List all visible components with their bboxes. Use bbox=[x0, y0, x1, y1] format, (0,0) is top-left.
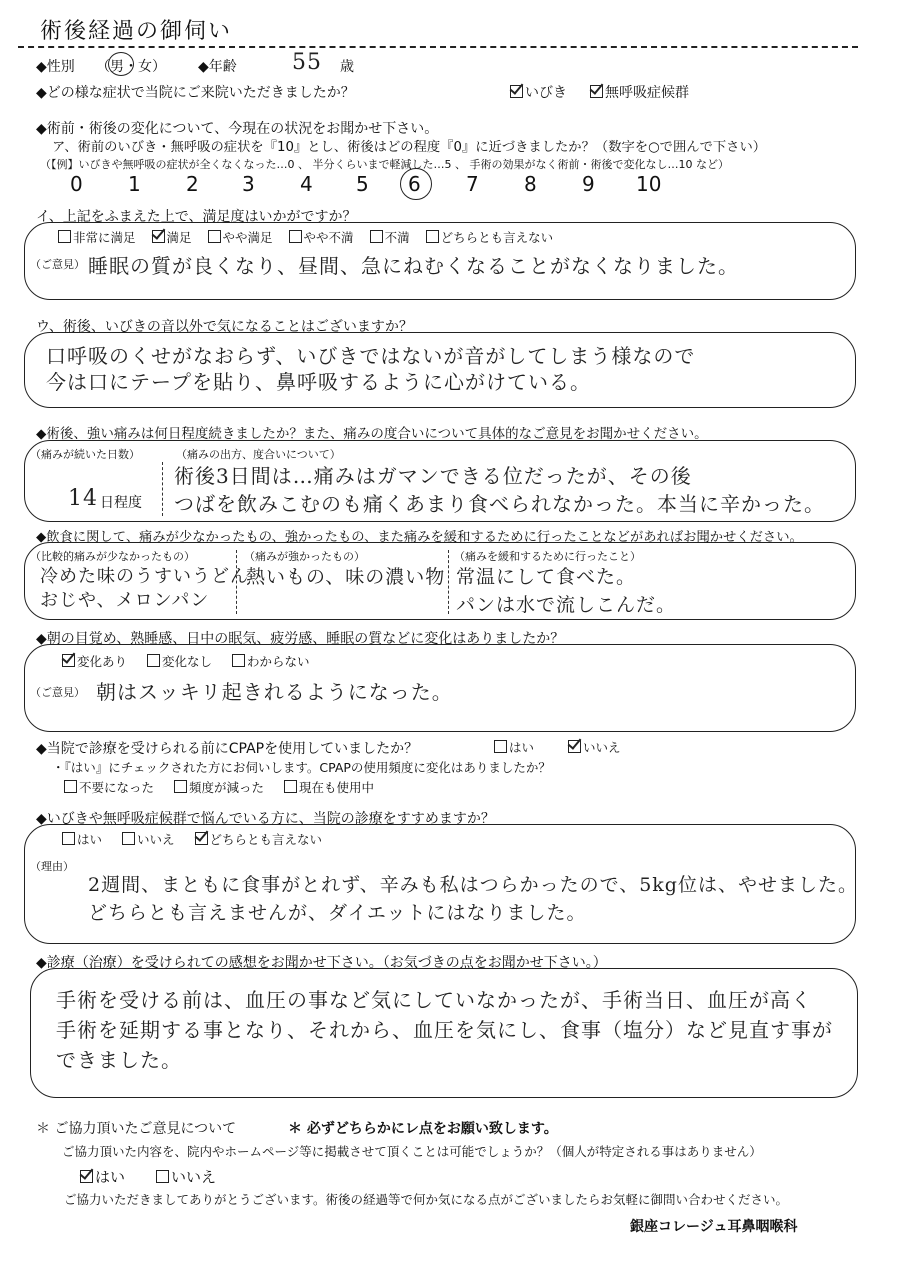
q10-answer-line2: 手術を延期する事となり、それから、血圧を気にし、食事（塩分）など見直す事が bbox=[56, 1018, 833, 1042]
q9-text: ◆いびきや無呼吸症候群で悩んでいる方に、当院の診療をすすめますか？ bbox=[36, 811, 495, 827]
q4-answer-line2: 今は口にテープを貼り、鼻呼吸するように心がけている。 bbox=[46, 370, 591, 394]
q9-answer-line2: どちらとも言えませんが、ダイエットにはなりました。 bbox=[88, 902, 587, 924]
q7-text: ◆朝の目覚め、熟睡感、日中の眠気、疲労感、睡眠の質などに変化はありましたか？ bbox=[36, 631, 565, 647]
q2-text: ◆術前・術後の変化について、今現在の状況をお聞かせ下さい。 bbox=[36, 121, 439, 137]
scale-number-2[interactable]: 2 bbox=[186, 172, 199, 196]
q4-answer-line1: 口呼吸のくせがなおらず、いびきではないが音がしてしまう様なので bbox=[46, 344, 696, 368]
q6-col2-line1: 熱いもの、味の濃い物 bbox=[246, 566, 446, 588]
age-unit: 歳 bbox=[340, 59, 354, 75]
checkbox-icon bbox=[426, 230, 439, 243]
checkbox-icon bbox=[122, 832, 135, 845]
checkbox-icon bbox=[284, 780, 297, 793]
footer-yes-label: はい bbox=[95, 1168, 126, 1186]
q8-sub-option-label: 頻度が減った bbox=[189, 780, 265, 795]
q10-answer-line3: できました。 bbox=[56, 1048, 182, 1072]
q7-option-label: 変化あり bbox=[77, 654, 128, 669]
age-label: ◆年齢 bbox=[198, 59, 237, 75]
q3-option-label: 満足 bbox=[166, 230, 192, 245]
checkbox-icon bbox=[152, 230, 165, 243]
scale-number-7[interactable]: 7 bbox=[466, 172, 479, 196]
q3-option-2[interactable] bbox=[152, 230, 192, 245]
checkbox-icon bbox=[208, 230, 221, 243]
checkbox-icon bbox=[147, 654, 160, 667]
q7-option-2[interactable] bbox=[147, 654, 212, 669]
q3-option-5[interactable] bbox=[370, 230, 410, 245]
checkbox-icon bbox=[510, 85, 523, 98]
checkbox-icon bbox=[494, 740, 507, 753]
scale-number-9[interactable]: 9 bbox=[582, 172, 595, 196]
q8-no-label: いいえ bbox=[583, 740, 621, 755]
scale-number-10[interactable]: 10 bbox=[636, 172, 662, 196]
checkbox-icon bbox=[156, 1170, 169, 1183]
q1-option-label: いびき bbox=[525, 85, 567, 101]
scale-number-6[interactable]: 6 bbox=[408, 172, 421, 196]
q8-sub-text: ・『はい』にチェックされた方にお伺いします。CPAPの使用頻度に変化はありましたか？ bbox=[52, 760, 551, 775]
footer-note-a: ＊ ご協力頂いたご意見について bbox=[36, 1121, 237, 1137]
scale-number-8[interactable]: 8 bbox=[524, 172, 537, 196]
q9-option-3[interactable] bbox=[195, 832, 323, 847]
q6-col3-line2: パンは水で流しこんだ。 bbox=[456, 594, 677, 616]
q3-option-6[interactable] bbox=[426, 230, 554, 245]
checkbox-icon bbox=[62, 832, 75, 845]
q3-option-4[interactable] bbox=[289, 230, 354, 245]
q8-yes[interactable] bbox=[494, 738, 534, 756]
footer-note-b: ＊ 必ずどちらかにレ点をお願い致します。 bbox=[288, 1121, 558, 1137]
q3-option-label: 不満 bbox=[384, 230, 410, 245]
q9-option-label: はい bbox=[77, 832, 103, 847]
checkbox-icon bbox=[568, 740, 581, 753]
scale-number-3[interactable]: 3 bbox=[242, 172, 255, 196]
q8-sub-option-2[interactable] bbox=[174, 780, 264, 795]
q1-option-label: 無呼吸症候群 bbox=[605, 85, 689, 101]
q7-opinion-label: （ご意見） bbox=[30, 686, 85, 699]
q6-divider-1 bbox=[236, 550, 237, 614]
q9-option-label: いいえ bbox=[137, 832, 175, 847]
q10-text: ◆診療（治療）を受けられての感想をお聞かせ下さい。（お気づきの点をお聞かせ下さい。） bbox=[36, 955, 607, 971]
q6-col2-label: （痛みが強かったもの） bbox=[244, 550, 365, 563]
q10-answer-line1: 手術を受ける前は、血圧の事など気にしていなかったが、手術当日、血圧が高く bbox=[56, 988, 812, 1012]
q5-text: ◆術後、強い痛みは何日程度続きましたか？また、痛みの度合いについて具体的なご意見をお聞かせください。 bbox=[36, 426, 708, 442]
q9-answer-line1: 2週間、まともに食事がとれず、辛みも私はつらかったので、5kg位は、やせました。 bbox=[88, 874, 858, 896]
scale-number-4[interactable]: 4 bbox=[300, 172, 313, 196]
footer-thanks: ご協力いただきましてありがとうございます。術後の経過等で何か気になる点がございましたらお気軽に御問い合わせください。 bbox=[64, 1192, 789, 1207]
footer-question: ご協力頂いた内容を、院内やホームページ等に掲載させて頂くことは可能でしょうか？（個人が特定される事はありません） bbox=[62, 1144, 762, 1159]
clinic-name: 銀座コレージュ耳鼻咽喉科 bbox=[630, 1219, 798, 1235]
checkbox-icon bbox=[289, 230, 302, 243]
q7-option-label: 変化なし bbox=[162, 654, 213, 669]
q3-text: イ、上記をふまえた上で、満足度はいかがですか？ bbox=[36, 209, 357, 225]
q3-opinion-label: （ご意見） bbox=[30, 258, 85, 271]
q7-option-label: わからない bbox=[247, 654, 310, 669]
checkbox-icon bbox=[64, 780, 77, 793]
q3-options bbox=[58, 228, 569, 246]
title-underline bbox=[18, 46, 858, 48]
q5-answer-line1: 術後3日間は…痛みはガマンできる位だったが、その後 bbox=[174, 464, 692, 488]
q5-days-value: 14 bbox=[68, 486, 98, 511]
checkbox-icon bbox=[232, 654, 245, 667]
q6-divider-2 bbox=[448, 550, 449, 614]
q5-degree-label: （痛みの出方、度合いについて） bbox=[176, 448, 341, 461]
scale-selected-circle bbox=[400, 168, 432, 200]
q7-option-1[interactable] bbox=[62, 654, 127, 669]
scale-number-1[interactable]: 1 bbox=[128, 172, 141, 196]
q3-answer: 睡眠の質が良くなり、昼間、急にねむくなることがなくなりました。 bbox=[88, 254, 739, 278]
q3-option-1[interactable] bbox=[58, 230, 136, 245]
checkbox-icon bbox=[370, 230, 383, 243]
sex-male-circle bbox=[108, 52, 134, 76]
scale-number-5[interactable]: 5 bbox=[356, 172, 369, 196]
checkbox-icon bbox=[58, 230, 71, 243]
q5-days-label: （痛みが続いた日数） bbox=[30, 448, 140, 461]
footer-no[interactable] bbox=[156, 1166, 216, 1187]
checkbox-icon bbox=[590, 85, 603, 98]
q7-option-3[interactable] bbox=[232, 654, 310, 669]
footer-yes[interactable] bbox=[80, 1166, 125, 1187]
q8-no[interactable] bbox=[568, 738, 621, 756]
q1-text: ◆どの様な症状で当院にご来院いただきましたか？ bbox=[36, 85, 355, 101]
sex-label: ◆性別 bbox=[36, 59, 75, 75]
age-value: 55 bbox=[292, 50, 322, 75]
q4-text: ウ、術後、いびきの音以外で気になることはございますか？ bbox=[36, 319, 413, 335]
q7-answer: 朝はスッキリ起きれるようになった。 bbox=[96, 680, 453, 704]
q3-option-label: どちらとも言えない bbox=[440, 230, 554, 245]
q6-col3-label: （痛みを緩和するために行ったこと） bbox=[454, 550, 641, 563]
q8-sub-option-label: 不要になった bbox=[79, 780, 155, 795]
checkbox-icon bbox=[80, 1170, 93, 1183]
q5-answer-line2: つばを飲みこむのも痛くあまり食べられなかった。本当に辛かった。 bbox=[174, 492, 825, 516]
q8-text: ◆当院で診療を受けられる前にCPAPを使用していましたか？ bbox=[36, 741, 419, 757]
q3-option-3[interactable] bbox=[208, 230, 273, 245]
q6-col1-label: （比較的痛みが少なかったもの） bbox=[30, 550, 195, 563]
q3-option-label: やや不満 bbox=[303, 230, 354, 245]
q9-reason-label: （理由） bbox=[30, 860, 74, 873]
page-title: 術後経過の御伺い bbox=[40, 19, 233, 44]
q8-sub-option-3[interactable] bbox=[284, 780, 374, 795]
q9-option-2[interactable] bbox=[122, 832, 175, 847]
scale-number-0[interactable]: 0 bbox=[70, 172, 83, 196]
q8-sub-option-1[interactable] bbox=[64, 780, 154, 795]
checkbox-icon bbox=[195, 832, 208, 845]
q6-col1-line2: おじや、メロンパン bbox=[40, 590, 210, 611]
q3-option-label: 非常に満足 bbox=[73, 230, 136, 245]
q3-option-label: やや満足 bbox=[222, 230, 273, 245]
q1-option-snoring[interactable] bbox=[510, 82, 567, 102]
q8-sub-options bbox=[64, 778, 394, 796]
q1-option-apnea[interactable] bbox=[590, 82, 689, 102]
q6-col1-line1: 冷めた味のうすいうどん bbox=[40, 566, 249, 587]
q6-col3-line1: 常温にして食べた。 bbox=[456, 566, 637, 588]
checkbox-icon bbox=[62, 654, 75, 667]
q8-yes-label: はい bbox=[509, 740, 535, 755]
q8-sub-option-label: 現在も使用中 bbox=[299, 780, 375, 795]
q6-text: ◆飲食に関して、痛みが少なかったもの、強かったもの、また痛みを緩和するために行ったことなどがあればお聞かせください。 bbox=[36, 530, 803, 545]
q7-options bbox=[62, 652, 330, 670]
q5-divider bbox=[162, 462, 163, 516]
q9-options bbox=[62, 830, 342, 848]
footer-no-label: いいえ bbox=[171, 1168, 217, 1186]
q9-option-label: どちらとも言えない bbox=[209, 832, 323, 847]
q9-option-1[interactable] bbox=[62, 832, 102, 847]
q5-days-unit: 日程度 bbox=[100, 495, 142, 511]
sex-options: （男・女） bbox=[96, 59, 166, 75]
q2-a-text: ア、術前のいびき・無呼吸の症状を『10』とし、術後はどの程度『0』に近づきましたか？（数字を○で囲んで下さい） bbox=[52, 140, 767, 155]
q2-example: （【例】いびきや無呼吸の症状が全くなくなった…0 、 半分くらいまで軽減した…5 、 手術の効果がなく術前・術後で変化なし…10 など） bbox=[40, 158, 729, 171]
checkbox-icon bbox=[174, 780, 187, 793]
